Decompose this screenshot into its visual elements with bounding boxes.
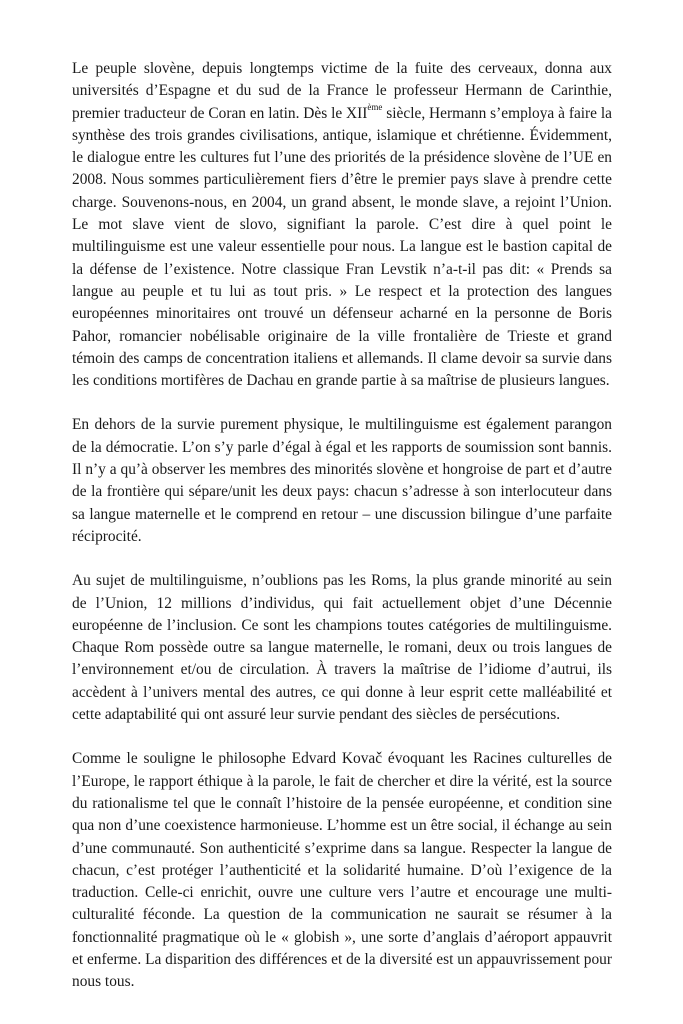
paragraph-1-text-end: siècle, Hermann s’employa à faire la synthèse des trois grandes civilisations, antique, islamique et chrétienne. Évidemment, le dialogue entre les cultures fut l’une des priorités de la présidence slovène de l’UE en 2008. Nous sommes particulièrement fiers d’être le premier pays slave à prendre cette charge. Souvenons-nous, en 2004, un grand absent, le monde slave, a rejoint l’Union. Le mot slave vient de slovo, signifiant la parole. C’est dire à quel point le multilinguisme est une valeur essentielle pour nous. La langue est le bastion capital de la défense de l’existence. Notre classique Fran Levstik n’a-t-il pas dit: « Prends sa langue au peuple et tu lui as tout pris. » Le respect et la protection des langues européennes minoritaires ont trouvé un défenseur acharné en la personne de Boris Pahor, romancier nobélisable originaire de la ville frontalière de Trieste et grand témoin des camps de concentration italiens et allemands. Il clame devoir sa survie dans les conditions mortifères de Dachau en grande partie à sa maîtrise de plusieurs langues. (72, 104, 612, 390)
paragraph-2: En dehors de la survie purement physique, le multilinguisme est également parangon de la démocratie. L’on s’y parle d’égal à égal et les rapports de soumission sont bannis. Il n’y a qu’à observer les membres des minorités slovène et hongroise de part et d’autre de la frontière qui sépare/unit les deux pays: chacun s’adresse à son interlocuteur dans sa langue maternelle et le comprend en retour – une discussion bilingue d’une parfaite réciprocité. (72, 416, 612, 545)
paragraph-1 (72, 58, 612, 392)
century-superscript: ème (367, 102, 383, 113)
document-body (72, 58, 612, 994)
paragraph-1-text-start: Le peuple slovène, depuis longtemps victime de la fuite des cerveaux, donna aux universités d’Espagne et du sud de la France le professeur Hermann de Carinthie, premier traducteur de Coran en latin. Dès le XII (72, 60, 612, 122)
paragraph-3: Au sujet de multilinguisme, n’oublions pas les Roms, la plus grande minorité au sein de l’Union, 12 millions d’individus, qui fait actuellement objet d’une Décennie européenne de l’inclusion. Ce sont les champions toutes catégories de multilinguisme. Chaque Rom possède outre sa langue maternelle, le romani, deux ou trois langues de l’environnement et/ou de circulation. À travers la maîtrise de l’idiome d’autrui, ils accèdent à l’univers mental des autres, ce qui donne à leur esprit cette malléabilité et cette adaptabilité qui ont assuré leur survie pendant des siècles de persécutions. (72, 572, 612, 724)
paragraph-4: Comme le souligne le philosophe Edvard Kovač évoquant les Racines culturelles de l’Europe, le rapport éthique à la parole, le fait de chercher et dire la vérité, est la source du rationalisme tel que le connaît l’histoire de la pensée européenne, et condition sine qua non d’une coexistence harmonieuse. L’homme est un être social, il échange au sein d’une communauté. Son authenticité s’exprime dans sa langue. Respecter la langue de chacun, c’est protéger l’authenticité et la solidarité humaine. D’où l’exigence de la traduction. Celle-ci enrichit, ouvre une culture vers l’autre et encourage une multi-culturalité féconde. La question de la communication ne saurait se résumer à la fonctionnalité pragmatique où le « globish », une sorte d’anglais d’aéroport appauvrit et enferme. La disparition des différences et de la diversité est un appauvrissement pour nous tous. (72, 750, 612, 991)
